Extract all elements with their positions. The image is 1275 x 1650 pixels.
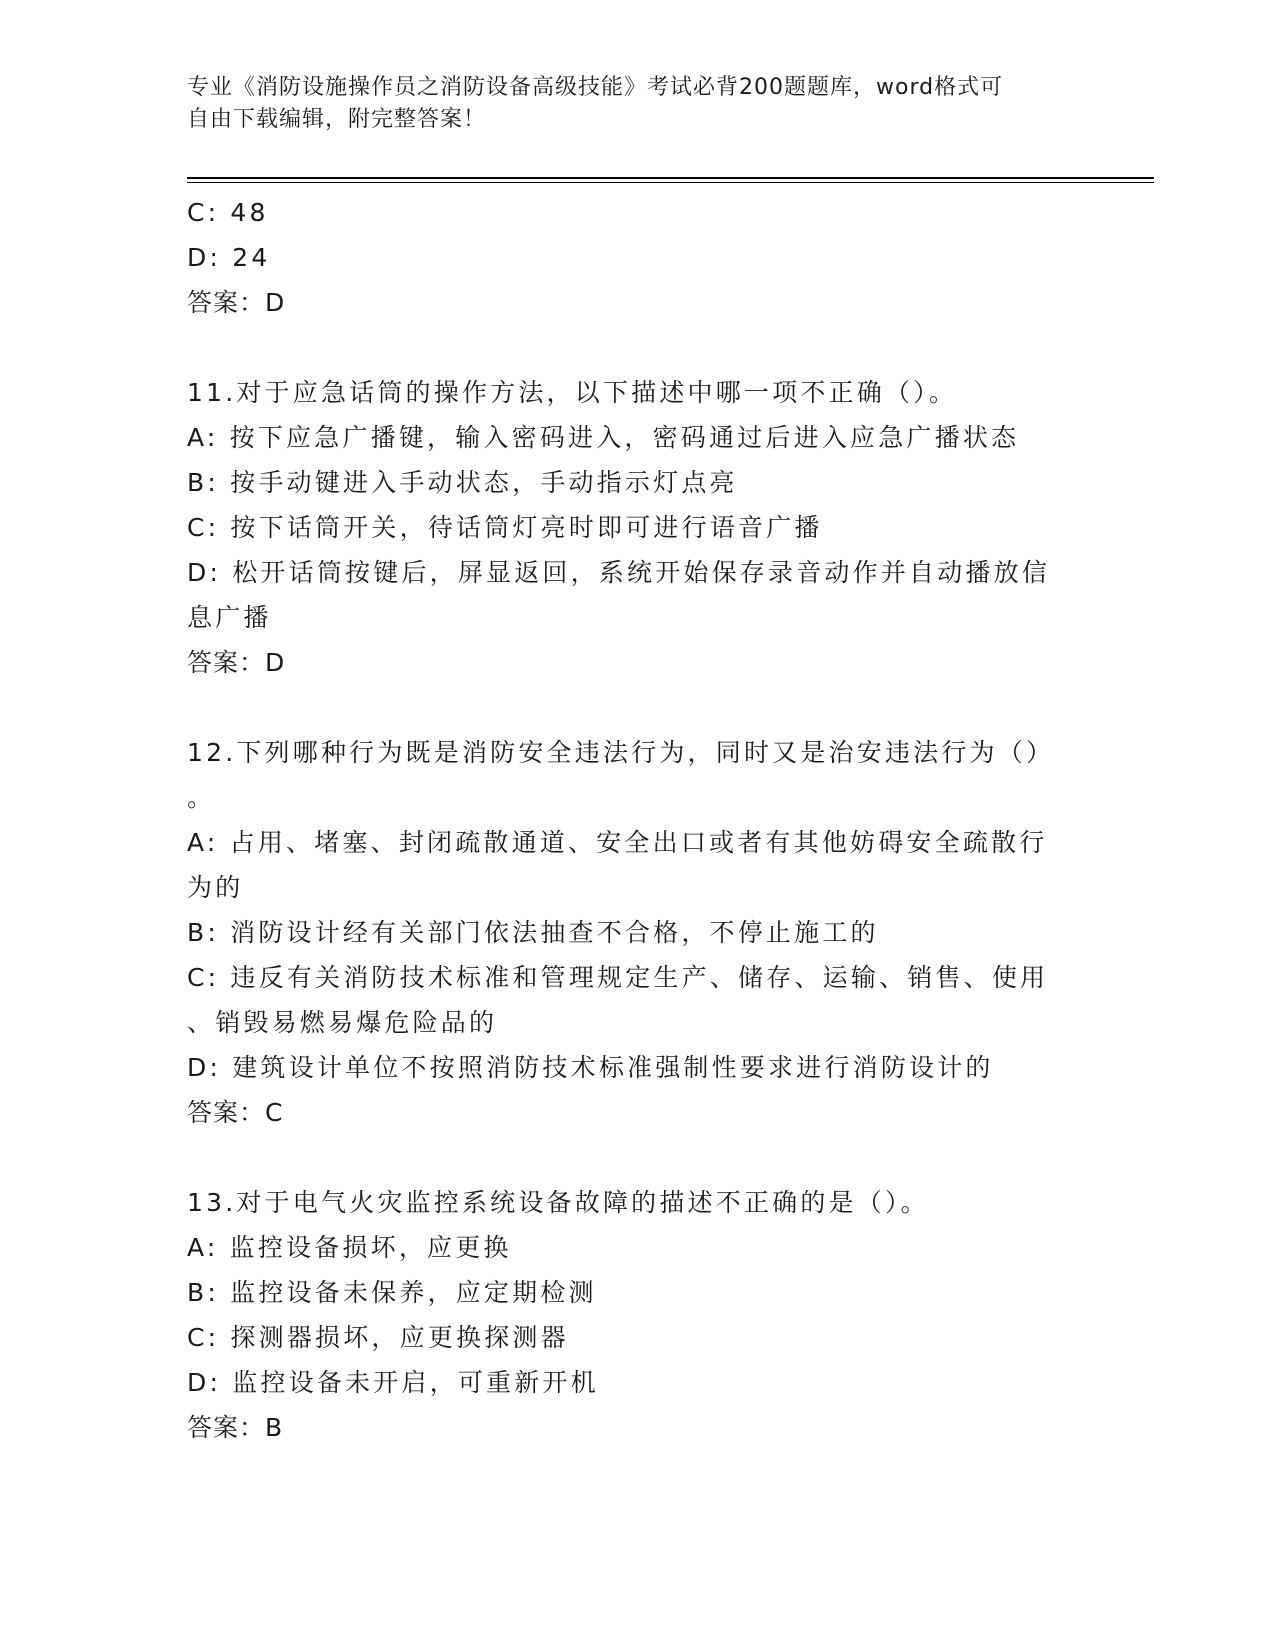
option-b: B: 消防设计经有关部门依法抽查不合格，不停止施工的 xyxy=(187,918,879,947)
header-rule-thin xyxy=(187,182,1154,183)
spacer xyxy=(187,1135,1087,1180)
answer-line: 答案：D xyxy=(187,648,286,677)
option-a-continued: 为的 xyxy=(187,873,244,902)
option-a: A: 占用、堵塞、封闭疏散通道、安全出口或者有其他妨碍安全疏散行 xyxy=(187,828,1048,857)
question-stem: 11.对于应急话筒的操作方法，以下描述中哪一项不正确（）。 xyxy=(187,378,958,407)
question-stem: 13.对于电气火灾监控系统设备故障的描述不正确的是（）。 xyxy=(187,1188,929,1217)
spacer xyxy=(187,685,1087,730)
option-c: C: 按下话筒开关，待话筒灯亮时即可进行语音广播 xyxy=(187,513,823,542)
question-10-tail xyxy=(187,190,1087,325)
page-header xyxy=(187,72,1067,136)
question-11 xyxy=(187,370,1087,685)
question-stem: 12.下列哪种行为既是消防安全违法行为，同时又是治安违法行为（） xyxy=(187,738,1055,767)
spacer xyxy=(187,325,1087,370)
header-line-1: 专业《消防设施操作员之消防设备高级技能》考试必背200题题库，word格式可 xyxy=(187,75,1004,100)
option-b: B: 按手动键进入手动状态，手动指示灯点亮 xyxy=(187,468,738,497)
option-c: C: 探测器损坏，应更换探测器 xyxy=(187,1323,569,1352)
question-13 xyxy=(187,1180,1087,1450)
header-rule-thick xyxy=(187,177,1154,179)
option-c: C: 违反有关消防技术标准和管理规定生产、储存、运输、销售、使用 xyxy=(187,963,1049,992)
option-d-continued: 息广播 xyxy=(187,603,272,632)
question-list xyxy=(187,190,1087,1450)
answer-line: 答案：B xyxy=(187,1413,284,1442)
answer-line: 答案：C xyxy=(187,1098,284,1127)
option-b: B: 监控设备未保养，应定期检测 xyxy=(187,1278,597,1307)
question-stem-continued: 。 xyxy=(187,783,216,812)
option-c: C: 48 xyxy=(187,198,269,227)
answer-line: 答案：D xyxy=(187,288,286,317)
option-d: D: 松开话筒按键后，屏显返回，系统开始保存录音动作并自动播放信 xyxy=(187,558,1051,587)
option-c-continued: 、销毁易燃易爆危险品的 xyxy=(187,1008,498,1037)
option-a: A: 监控设备损坏，应更换 xyxy=(187,1233,512,1262)
option-d: D: 监控设备未开启，可重新开机 xyxy=(187,1368,599,1397)
option-d: D: 24 xyxy=(187,243,271,272)
option-a: A: 按下应急广播键，输入密码进入，密码通过后进入应急广播状态 xyxy=(187,423,1020,452)
question-12 xyxy=(187,730,1087,1135)
header-line-2: 自由下载编辑，附完整答案！ xyxy=(187,107,487,132)
option-d: D: 建筑设计单位不按照消防技术标准强制性要求进行消防设计的 xyxy=(187,1053,994,1082)
